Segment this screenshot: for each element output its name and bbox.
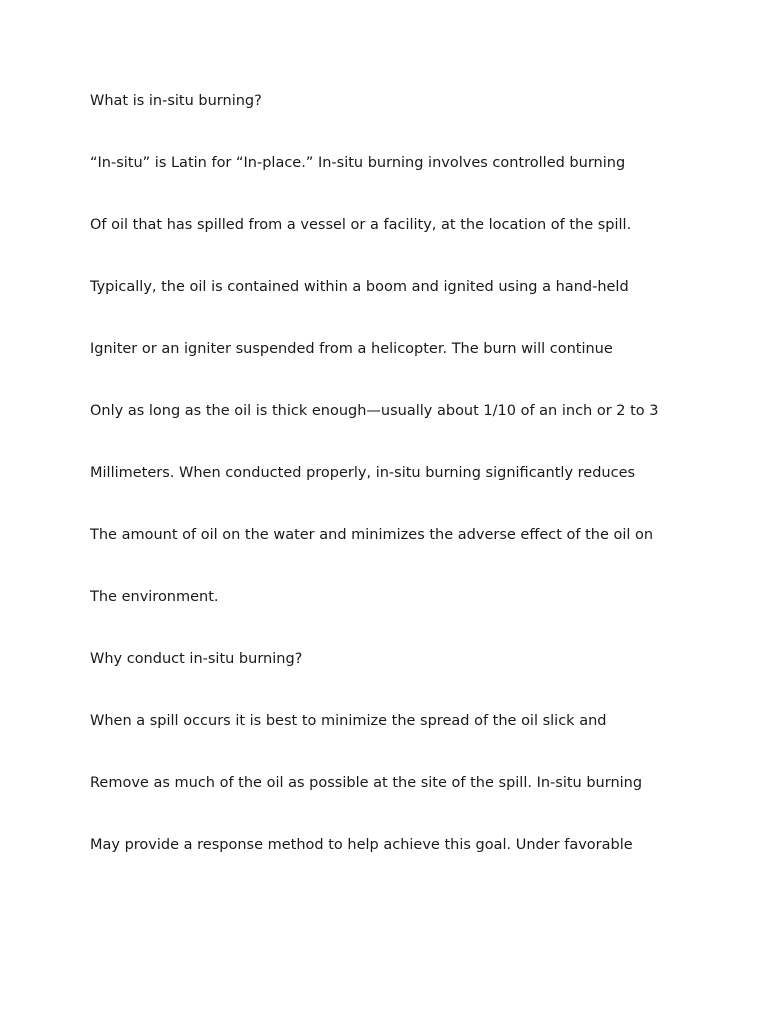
document-body bbox=[90, 91, 682, 897]
paragraph-line: Millimeters. When conducted properly, in-situ burning significantly reduces bbox=[90, 465, 636, 481]
paragraph-line: Of oil that has spilled from a vessel or a facility, at the location of the spill. bbox=[90, 217, 632, 233]
paragraph-line: Remove as much of the oil as possible at the site of the spill. In-situ burning bbox=[90, 775, 643, 791]
paragraph-line: “In-situ” is Latin for “In-place.” In-situ burning involves controlled burning bbox=[90, 155, 626, 171]
paragraph-line: Only as long as the oil is thick enough—usually about 1/10 of an inch or 2 to 3 bbox=[90, 403, 659, 419]
paragraph-line: The amount of oil on the water and minimizes the adverse effect of the oil on bbox=[90, 527, 654, 543]
heading-what-is-in-situ-burning: What is in-situ burning? bbox=[90, 93, 262, 109]
paragraph-line: When a spill occurs it is best to minimize the spread of the oil slick and bbox=[90, 713, 607, 729]
paragraph-line: Igniter or an igniter suspended from a helicopter. The burn will continue bbox=[90, 341, 613, 357]
heading-why-conduct-in-situ-burning: Why conduct in-situ burning? bbox=[90, 651, 303, 667]
paragraph-line: The environment. bbox=[90, 589, 219, 605]
paragraph-line: Typically, the oil is contained within a boom and ignited using a hand-held bbox=[90, 279, 629, 295]
paragraph-line: May provide a response method to help achieve this goal. Under favorable bbox=[90, 837, 633, 853]
